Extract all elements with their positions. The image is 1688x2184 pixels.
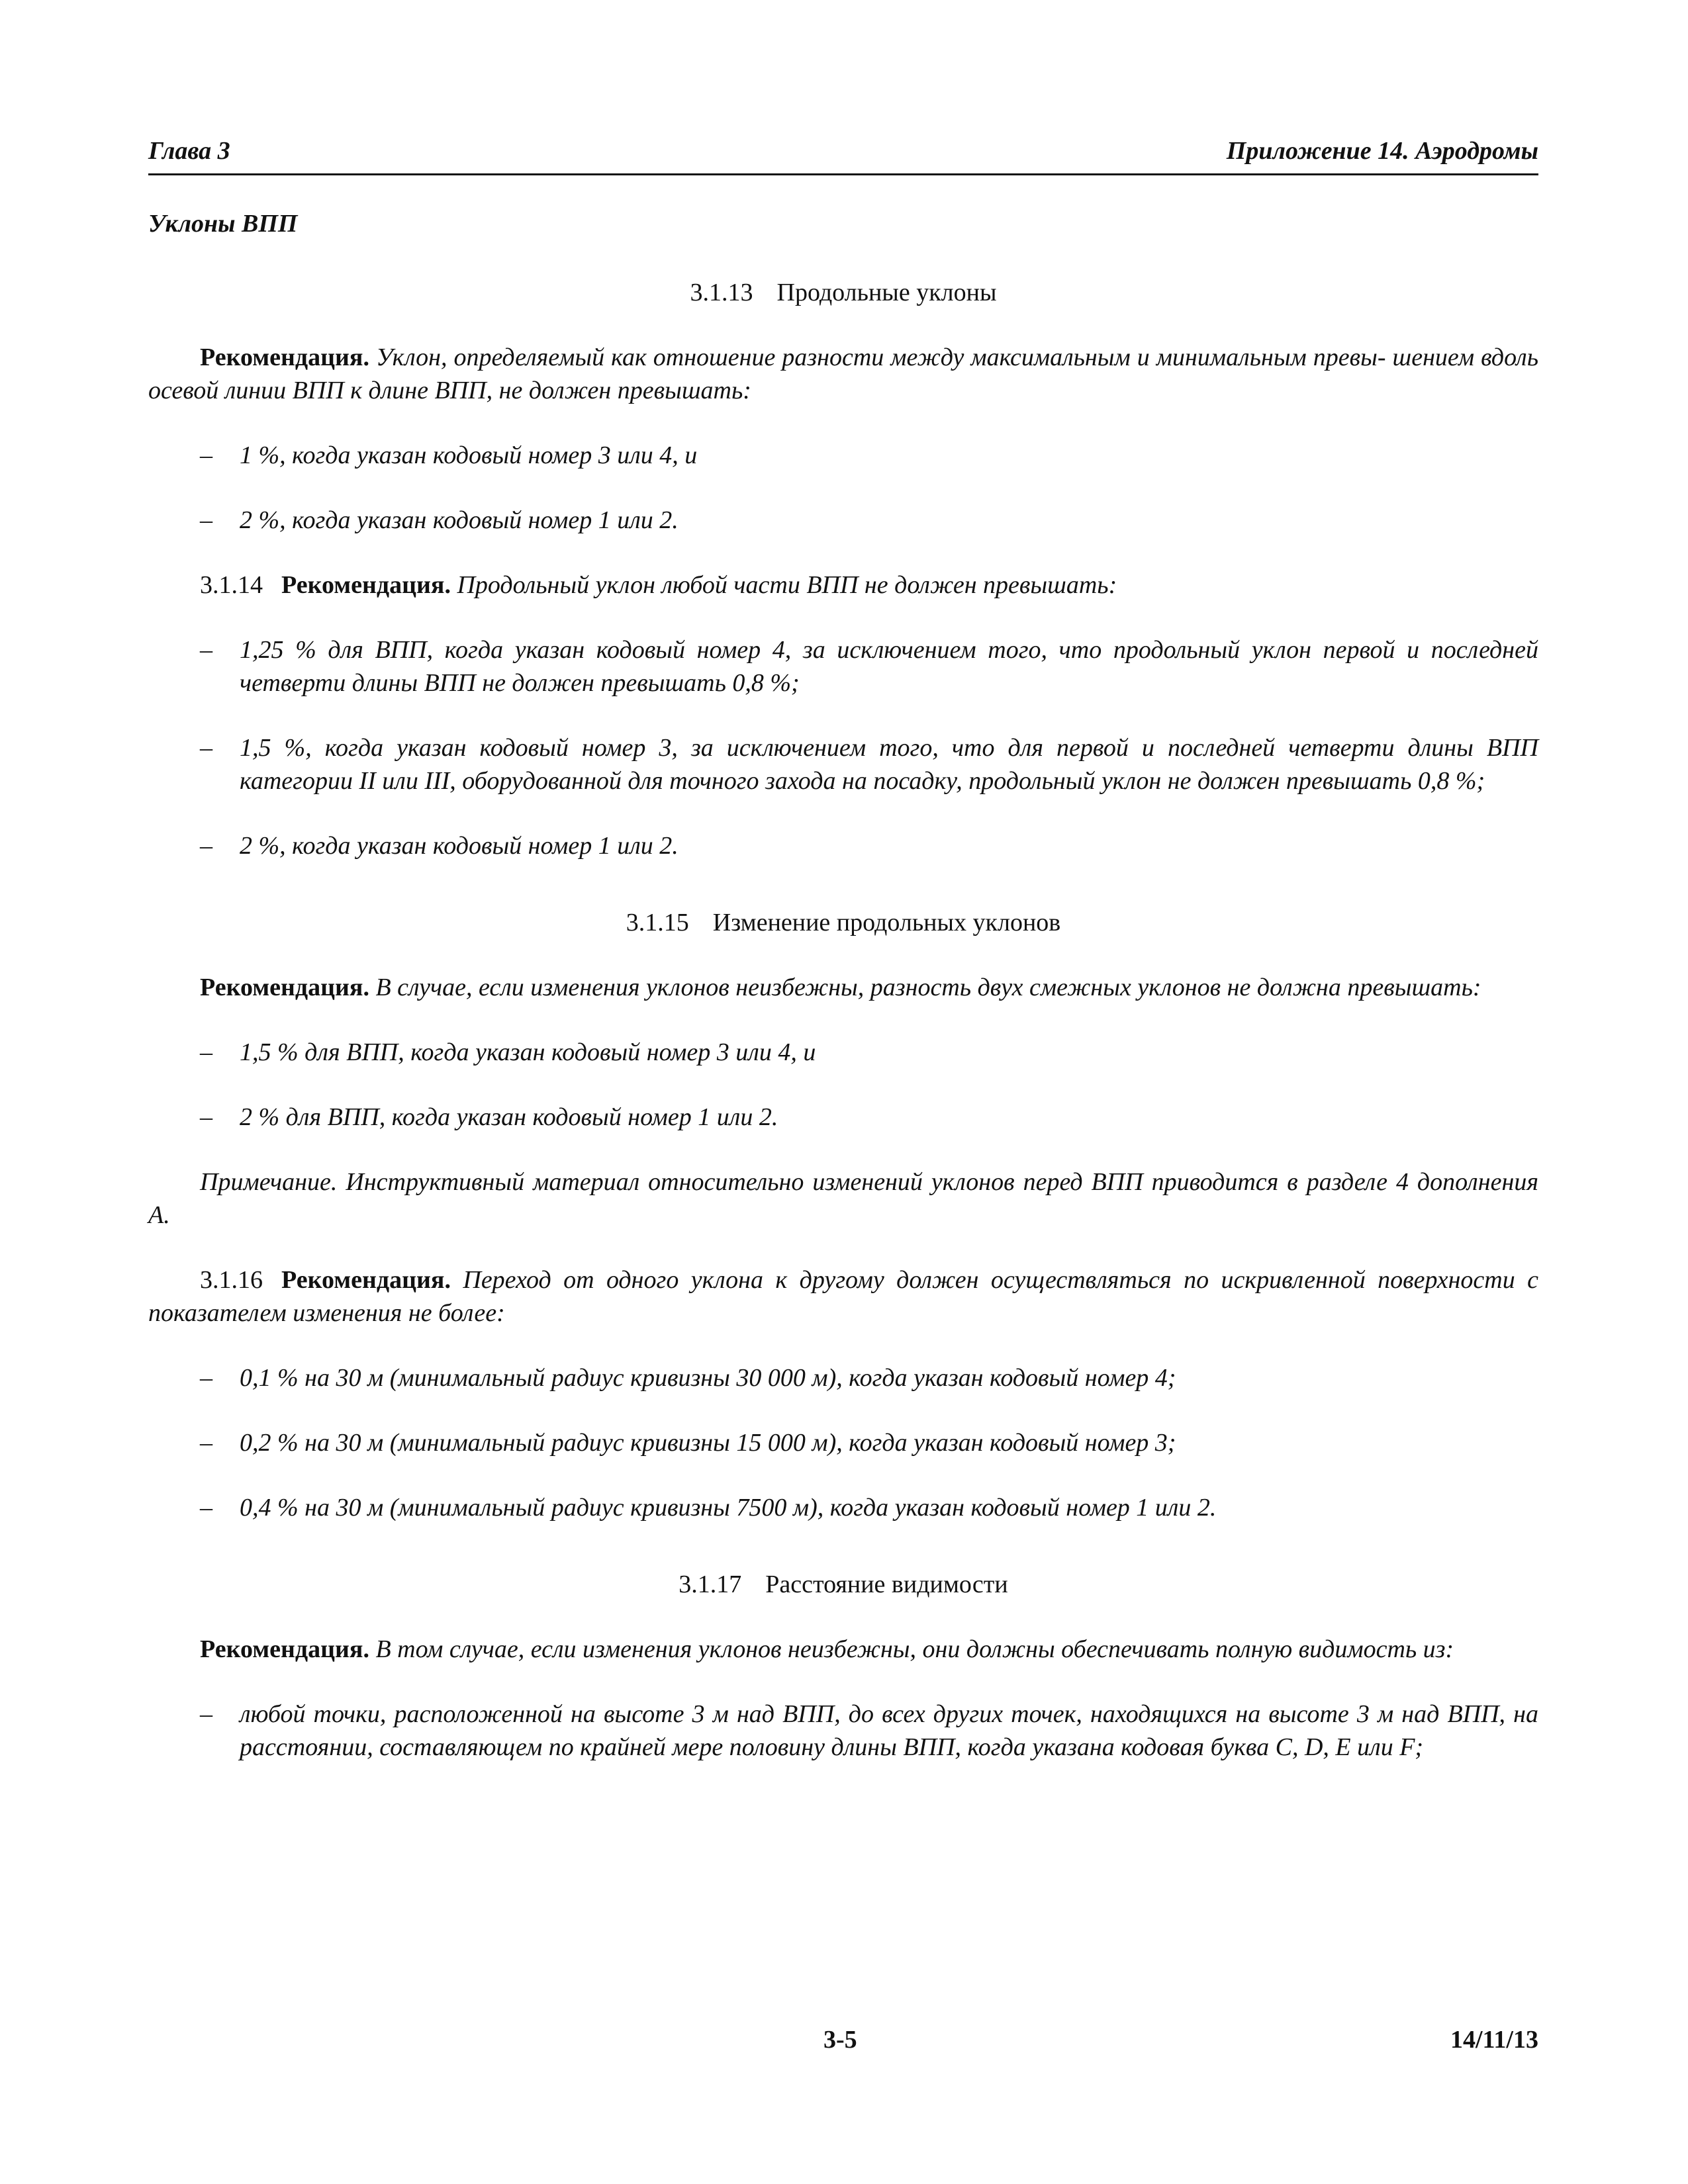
list-item bbox=[148, 1101, 1538, 1134]
list-item bbox=[148, 633, 1538, 700]
list-item-text: 0,2 % на 30 м (минимальный радиус кривизны 15 000 м), когда указан кодовый номер 3; bbox=[240, 1429, 1176, 1457]
list-item-text: 1,25 % для ВПП, когда указан кодовый номер 4, за исключением того, что продольный уклон первой и последней четверти длины ВПП не должен превышать 0,8 %; bbox=[240, 636, 1538, 697]
dash-marker: – bbox=[200, 1494, 212, 1522]
section-number: 3.1.17 bbox=[679, 1570, 742, 1598]
dash-marker: – bbox=[200, 832, 212, 860]
dash-marker: – bbox=[200, 1103, 212, 1131]
list-item bbox=[148, 731, 1538, 797]
list-item-text: 0,4 % на 30 м (минимальный радиус кривизны 7500 м), когда указан кодовый номер 1 или 2. bbox=[240, 1494, 1217, 1522]
list-item-text: любой точки, расположенной на высоте 3 м над ВПП, до всех других точек, находящихся на высоте 3 м над ВПП, на расстоянии, составляющем по крайней мере половину длины ВПП, когда указана кодовая буква C, D, E или F; bbox=[240, 1700, 1538, 1761]
dash-marker: – bbox=[200, 1364, 212, 1392]
page-number: 3-5 bbox=[823, 2026, 857, 2054]
section-heading-3113 bbox=[148, 276, 1538, 309]
page-footer bbox=[148, 2025, 1538, 2065]
chapter-label: Глава 3 bbox=[148, 137, 230, 165]
list-item bbox=[148, 504, 1538, 537]
dash-marker: – bbox=[200, 734, 212, 762]
dash-marker: – bbox=[200, 1700, 212, 1728]
list-item bbox=[148, 439, 1538, 472]
recommendation-label: Рекомендация. bbox=[200, 974, 369, 1001]
dash-marker: – bbox=[200, 636, 212, 664]
section-title: Расстояние видимости bbox=[765, 1570, 1008, 1598]
list-item-text: 0,1 % на 30 м (минимальный радиус кривизны 30 000 м), когда указан кодовый номер 4; bbox=[240, 1364, 1176, 1392]
recommendation-text: В том случае, если изменения уклонов неизбежны, они должны обеспечивать полную видимость из: bbox=[375, 1635, 1454, 1663]
recommendation-label: Рекомендация. bbox=[281, 1266, 451, 1294]
recommendation-text: Уклон, определяемый как отношение разности между максимальным и минимальным превы- шением вдоль осевой линии ВПП к длине ВПП, не должен превышать: bbox=[148, 343, 1539, 404]
section-number: 3.1.16 bbox=[200, 1266, 263, 1294]
dash-marker: – bbox=[200, 1429, 212, 1457]
page-header bbox=[148, 132, 1538, 175]
recommendation-3114 bbox=[148, 569, 1538, 602]
list-item-text: 1 %, когда указан кодовый номер 3 или 4, и bbox=[240, 441, 698, 469]
recommendation-text: Продольный уклон любой части ВПП не должен превышать: bbox=[457, 571, 1117, 599]
recommendation-label: Рекомендация. bbox=[200, 343, 369, 371]
annex-label: Приложение 14. Аэродромы bbox=[1226, 137, 1538, 165]
list-item bbox=[148, 1491, 1538, 1524]
note-3115: Примечание. Инструктивный материал относительно изменений уклонов перед ВПП приводится в разделе 4 дополнения А. bbox=[148, 1168, 1538, 1229]
list-item-text: 2 %, когда указан кодовый номер 1 или 2. bbox=[240, 832, 679, 860]
recommendation-3113 bbox=[148, 341, 1538, 407]
dash-marker: – bbox=[200, 506, 212, 534]
list-item bbox=[148, 1698, 1538, 1764]
section-number: 3.1.13 bbox=[690, 279, 753, 306]
list-item-text: 2 %, когда указан кодовый номер 1 или 2. bbox=[240, 506, 679, 534]
section-number: 3.1.15 bbox=[626, 909, 689, 936]
subsection-title: Уклоны ВПП bbox=[148, 210, 298, 238]
list-item-text: 1,5 %, когда указан кодовый номер 3, за исключением того, что для первой и последней четверти длины ВПП категории II или III, оборудованной для точного захода на посадку, продольный уклон не должен превышать 0,8 %; bbox=[240, 734, 1538, 795]
list-item bbox=[148, 1426, 1538, 1459]
recommendation-3116 bbox=[148, 1263, 1538, 1330]
recommendation-text: Переход от одного уклона к другому должен осуществляться по искривленной поверхности с показателем изменения не более: bbox=[148, 1266, 1538, 1327]
section-title: Продольные уклоны bbox=[776, 279, 997, 306]
list-item-text: 2 % для ВПП, когда указан кодовый номер 1 или 2. bbox=[240, 1103, 778, 1131]
recommendation-text: В случае, если изменения уклонов неизбежны, разность двух смежных уклонов не должна превышать: bbox=[375, 974, 1481, 1001]
section-title: Изменение продольных уклонов bbox=[712, 909, 1061, 936]
page-content bbox=[148, 132, 1538, 1764]
section-number: 3.1.14 bbox=[200, 571, 263, 599]
dash-marker: – bbox=[200, 441, 212, 469]
revision-date: 14/11/13 bbox=[1450, 2026, 1538, 2054]
recommendation-3115 bbox=[148, 971, 1538, 1004]
dash-marker: – bbox=[200, 1038, 212, 1066]
recommendation-label: Рекомендация. bbox=[200, 1635, 369, 1663]
list-item bbox=[148, 829, 1538, 862]
recommendation-label: Рекомендация. bbox=[281, 571, 451, 599]
section-heading-3115 bbox=[148, 906, 1538, 939]
list-item bbox=[148, 1361, 1538, 1394]
list-item-text: 1,5 % для ВПП, когда указан кодовый номер 3 или 4, и bbox=[240, 1038, 816, 1066]
section-heading-3117 bbox=[148, 1568, 1538, 1601]
list-item bbox=[148, 1036, 1538, 1069]
recommendation-3117 bbox=[148, 1633, 1538, 1666]
